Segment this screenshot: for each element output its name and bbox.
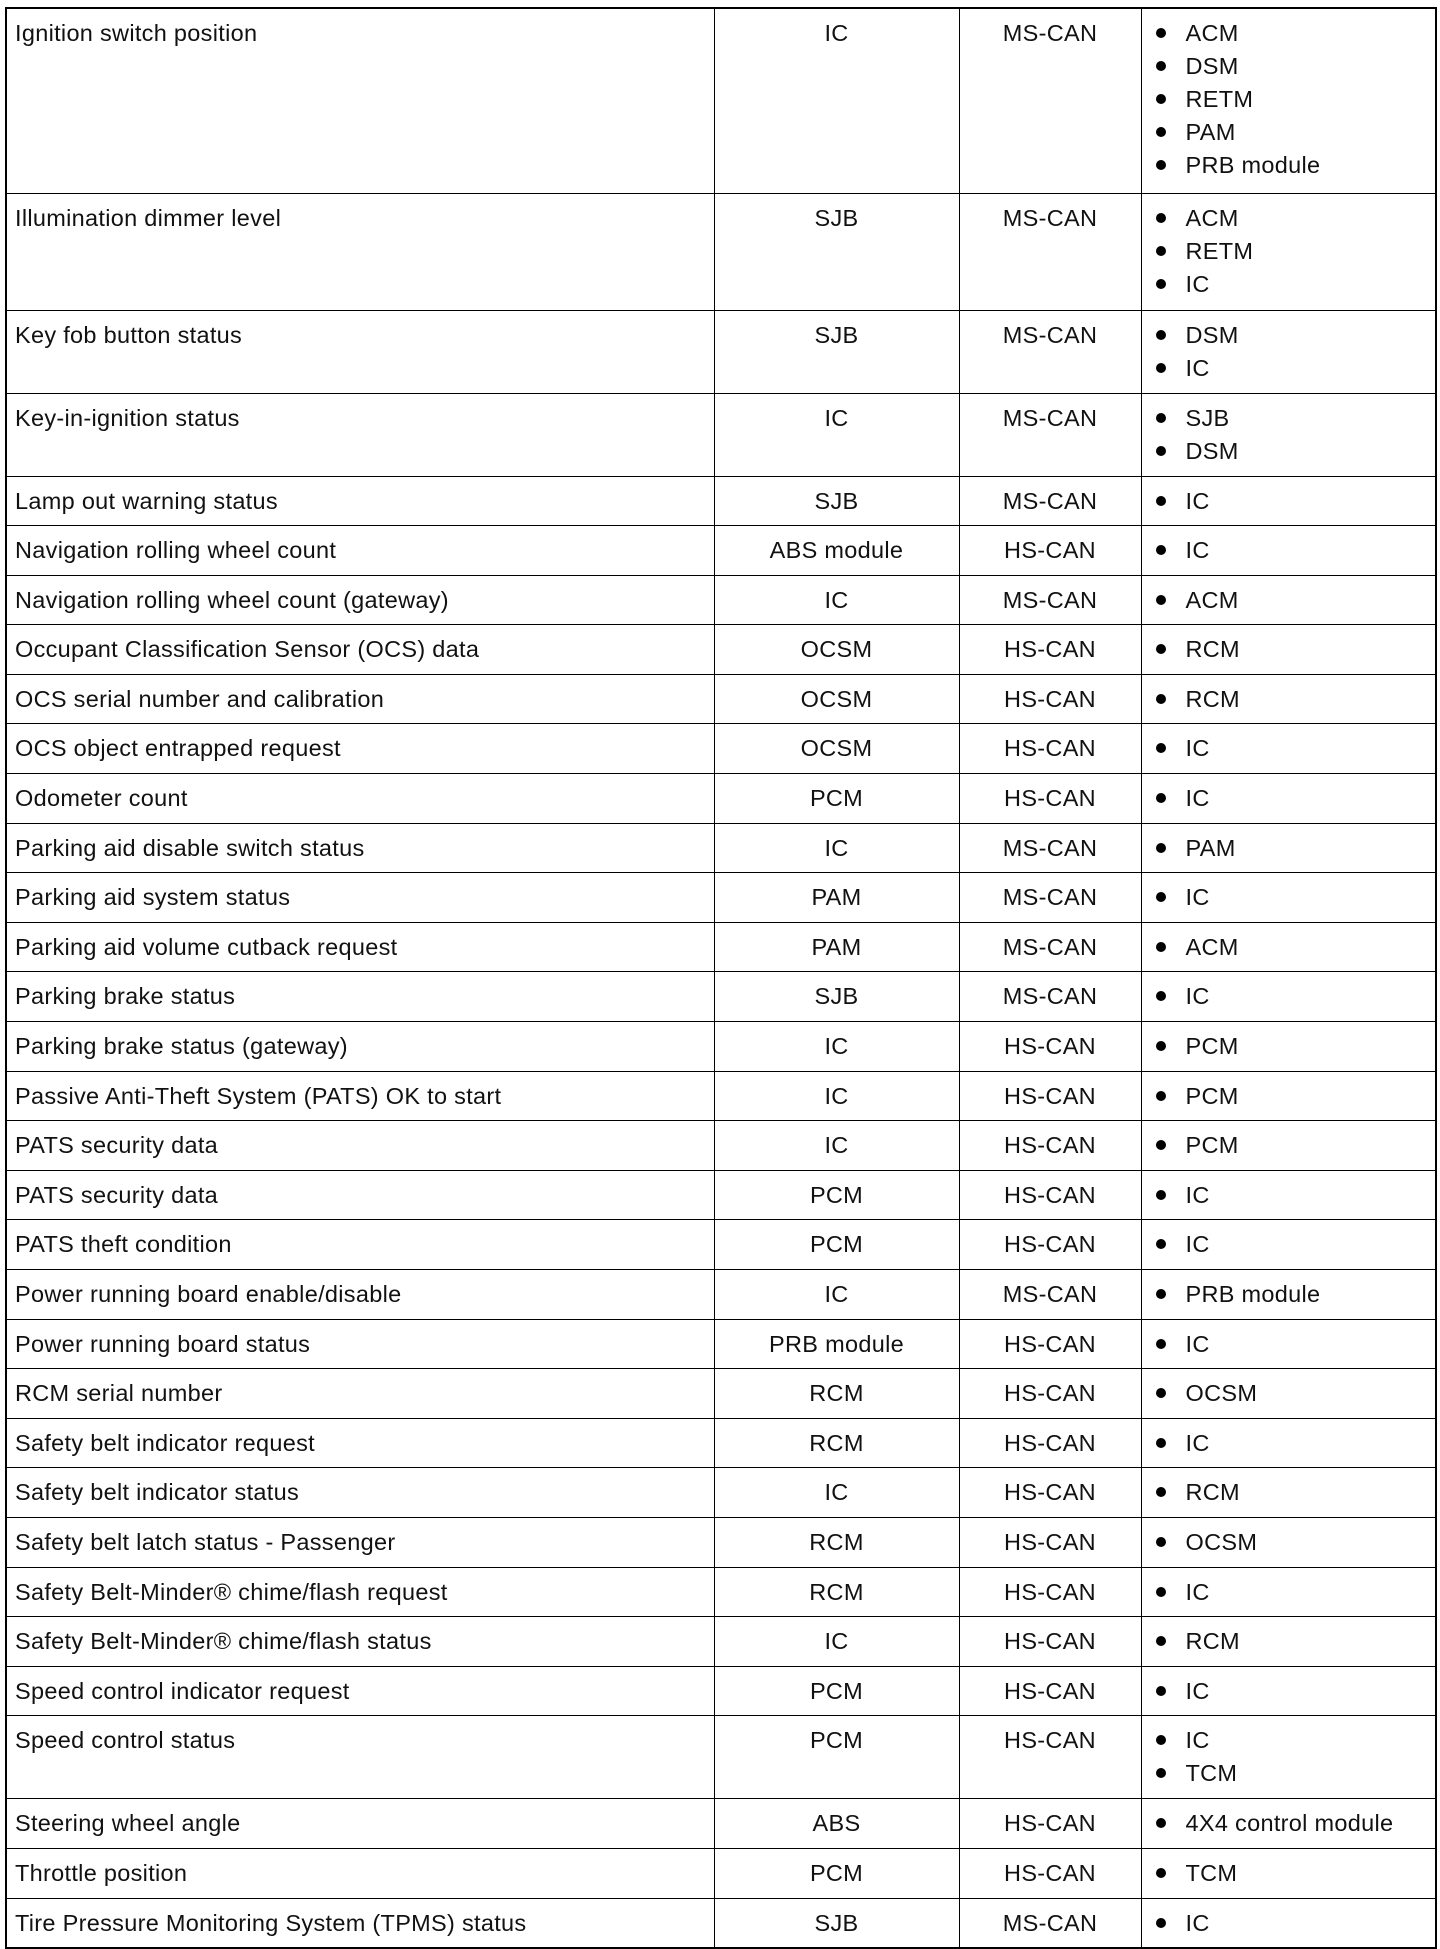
receivers-cell: [1141, 1617, 1436, 1667]
receiver-list: [1150, 1857, 1428, 1890]
receiver-list: [1150, 980, 1428, 1013]
network-cell: HS-CAN: [959, 1170, 1141, 1220]
receiver-item: RCM: [1150, 1625, 1428, 1658]
receivers-cell: [1141, 674, 1436, 724]
receiver-item: IC: [1150, 485, 1428, 518]
originator-cell: IC: [714, 1617, 959, 1667]
originator-cell: IC: [714, 1022, 959, 1072]
message-cell: Navigation rolling wheel count: [6, 526, 714, 576]
table-row: [6, 393, 1436, 476]
receiver-list: [1150, 1476, 1428, 1509]
receivers-cell: [1141, 1898, 1436, 1948]
originator-cell: PAM: [714, 922, 959, 972]
receiver-item: IC: [1150, 1228, 1428, 1261]
originator-cell: PCM: [714, 1220, 959, 1270]
receivers-cell: [1141, 922, 1436, 972]
receiver-item: IC: [1150, 1724, 1428, 1757]
receivers-cell: [1141, 1418, 1436, 1468]
receivers-cell: [1141, 1319, 1436, 1369]
originator-cell: ABS module: [714, 526, 959, 576]
originator-cell: SJB: [714, 476, 959, 526]
receivers-cell: [1141, 873, 1436, 923]
originator-cell: PAM: [714, 873, 959, 923]
originator-cell: OCSM: [714, 674, 959, 724]
table-row: [6, 873, 1436, 923]
message-cell: Parking aid system status: [6, 873, 714, 923]
receiver-item: DSM: [1150, 50, 1428, 83]
message-cell: Safety Belt-Minder® chime/flash request: [6, 1567, 714, 1617]
message-cell: RCM serial number: [6, 1369, 714, 1419]
network-cell: MS-CAN: [959, 575, 1141, 625]
message-cell: Ignition switch position: [6, 8, 714, 193]
message-cell: Safety belt indicator status: [6, 1468, 714, 1518]
message-cell: Safety Belt-Minder® chime/flash status: [6, 1617, 714, 1667]
network-cell: HS-CAN: [959, 1617, 1141, 1667]
receivers-cell: [1141, 575, 1436, 625]
network-cell: MS-CAN: [959, 310, 1141, 393]
message-cell: Navigation rolling wheel count (gateway): [6, 575, 714, 625]
message-cell: OCS serial number and calibration: [6, 674, 714, 724]
receiver-item: ACM: [1150, 17, 1428, 50]
message-cell: Safety belt latch status - Passenger: [6, 1517, 714, 1567]
originator-cell: OCSM: [714, 625, 959, 675]
message-cell: PATS security data: [6, 1170, 714, 1220]
table-row: [6, 1121, 1436, 1171]
receivers-cell: [1141, 1022, 1436, 1072]
receiver-list: [1150, 633, 1428, 666]
network-cell: HS-CAN: [959, 625, 1141, 675]
receiver-item: OCSM: [1150, 1526, 1428, 1559]
originator-cell: RCM: [714, 1418, 959, 1468]
receiver-list: [1150, 782, 1428, 815]
table-row: [6, 1418, 1436, 1468]
receiver-list: [1150, 1427, 1428, 1460]
table-row: [6, 1517, 1436, 1567]
table-row: [6, 774, 1436, 824]
table-row: [6, 1220, 1436, 1270]
network-cell: HS-CAN: [959, 1468, 1141, 1518]
receivers-cell: [1141, 1799, 1436, 1849]
receiver-item: IC: [1150, 1675, 1428, 1708]
originator-cell: PCM: [714, 774, 959, 824]
receiver-item: TCM: [1150, 1757, 1428, 1790]
message-cell: Parking brake status: [6, 972, 714, 1022]
receiver-list: [1150, 1030, 1428, 1063]
receivers-cell: [1141, 972, 1436, 1022]
receiver-item: IC: [1150, 534, 1428, 567]
receiver-item: PCM: [1150, 1129, 1428, 1162]
network-cell: HS-CAN: [959, 1319, 1141, 1369]
message-cell: PATS theft condition: [6, 1220, 714, 1270]
receiver-item: OCSM: [1150, 1377, 1428, 1410]
receiver-list: [1150, 1675, 1428, 1708]
receiver-list: [1150, 319, 1428, 385]
network-cell: MS-CAN: [959, 393, 1141, 476]
receivers-cell: [1141, 1468, 1436, 1518]
receiver-item: IC: [1150, 782, 1428, 815]
network-cell: MS-CAN: [959, 8, 1141, 193]
receiver-item: ACM: [1150, 202, 1428, 235]
receiver-item: PCM: [1150, 1030, 1428, 1063]
receivers-cell: [1141, 476, 1436, 526]
table-row: [6, 1716, 1436, 1799]
network-cell: HS-CAN: [959, 1716, 1141, 1799]
receiver-list: [1150, 1377, 1428, 1410]
originator-cell: ABS: [714, 1799, 959, 1849]
table-row: [6, 1071, 1436, 1121]
receiver-item: RETM: [1150, 235, 1428, 268]
network-cell: HS-CAN: [959, 1022, 1141, 1072]
originator-cell: IC: [714, 823, 959, 873]
receivers-cell: [1141, 1071, 1436, 1121]
receiver-item: PRB module: [1150, 1278, 1428, 1311]
receivers-cell: [1141, 625, 1436, 675]
table-row: [6, 1270, 1436, 1320]
message-cell: Lamp out warning status: [6, 476, 714, 526]
receiver-list: [1150, 931, 1428, 964]
network-cell: HS-CAN: [959, 1369, 1141, 1419]
receiver-item: ACM: [1150, 584, 1428, 617]
message-cell: OCS object entrapped request: [6, 724, 714, 774]
receivers-cell: [1141, 1220, 1436, 1270]
originator-cell: OCSM: [714, 724, 959, 774]
receiver-item: IC: [1150, 268, 1428, 301]
receiver-list: [1150, 881, 1428, 914]
receiver-item: RCM: [1150, 683, 1428, 716]
network-cell: HS-CAN: [959, 774, 1141, 824]
network-cell: HS-CAN: [959, 724, 1141, 774]
receiver-item: PAM: [1150, 832, 1428, 865]
receiver-item: RCM: [1150, 1476, 1428, 1509]
table-row: [6, 526, 1436, 576]
receiver-list: [1150, 732, 1428, 765]
network-cell: HS-CAN: [959, 1848, 1141, 1898]
receiver-list: [1150, 1907, 1428, 1940]
originator-cell: RCM: [714, 1517, 959, 1567]
network-cell: HS-CAN: [959, 526, 1141, 576]
table-row: [6, 922, 1436, 972]
message-cell: Occupant Classification Sensor (OCS) data: [6, 625, 714, 675]
message-cell: Speed control indicator request: [6, 1666, 714, 1716]
receiver-list: [1150, 1576, 1428, 1609]
receiver-item: IC: [1150, 1427, 1428, 1460]
table-row: [6, 1369, 1436, 1419]
receivers-cell: [1141, 724, 1436, 774]
receiver-list: [1150, 402, 1428, 468]
table-row: [6, 1319, 1436, 1369]
table-row: [6, 1898, 1436, 1948]
receivers-cell: [1141, 823, 1436, 873]
message-cell: Illumination dimmer level: [6, 193, 714, 310]
receiver-item: RETM: [1150, 83, 1428, 116]
receiver-list: [1150, 1526, 1428, 1559]
receiver-item: RCM: [1150, 633, 1428, 666]
receivers-cell: [1141, 310, 1436, 393]
table-row: [6, 476, 1436, 526]
receiver-list: [1150, 1625, 1428, 1658]
receivers-cell: [1141, 8, 1436, 193]
receiver-list: [1150, 832, 1428, 865]
network-cell: HS-CAN: [959, 1517, 1141, 1567]
network-cell: HS-CAN: [959, 1418, 1141, 1468]
network-cell: HS-CAN: [959, 1220, 1141, 1270]
receivers-cell: [1141, 1666, 1436, 1716]
receivers-cell: [1141, 1848, 1436, 1898]
receivers-cell: [1141, 1121, 1436, 1171]
table-row: [6, 823, 1436, 873]
network-cell: HS-CAN: [959, 1666, 1141, 1716]
originator-cell: IC: [714, 1468, 959, 1518]
receiver-list: [1150, 1278, 1428, 1311]
network-cell: MS-CAN: [959, 922, 1141, 972]
table-row: [6, 1666, 1436, 1716]
receiver-list: [1150, 1807, 1428, 1840]
receiver-item: IC: [1150, 1907, 1428, 1940]
receiver-item: 4X4 control module: [1150, 1807, 1428, 1840]
originator-cell: PRB module: [714, 1319, 959, 1369]
message-cell: Parking aid volume cutback request: [6, 922, 714, 972]
originator-cell: PCM: [714, 1716, 959, 1799]
table-row: [6, 1170, 1436, 1220]
receiver-list: [1150, 584, 1428, 617]
receiver-item: IC: [1150, 732, 1428, 765]
originator-cell: IC: [714, 1121, 959, 1171]
originator-cell: IC: [714, 575, 959, 625]
receiver-item: IC: [1150, 1179, 1428, 1212]
originator-cell: PCM: [714, 1170, 959, 1220]
receiver-item: DSM: [1150, 435, 1428, 468]
network-cell: MS-CAN: [959, 873, 1141, 923]
receiver-item: PCM: [1150, 1080, 1428, 1113]
receivers-cell: [1141, 1369, 1436, 1419]
receivers-cell: [1141, 1716, 1436, 1799]
table-row: [6, 310, 1436, 393]
table-row: [6, 1848, 1436, 1898]
receiver-list: [1150, 1228, 1428, 1261]
receiver-list: [1150, 202, 1428, 301]
network-cell: HS-CAN: [959, 674, 1141, 724]
receiver-list: [1150, 683, 1428, 716]
table-row: [6, 8, 1436, 193]
originator-cell: PCM: [714, 1666, 959, 1716]
receiver-item: PAM: [1150, 116, 1428, 149]
receiver-list: [1150, 534, 1428, 567]
receiver-list: [1150, 485, 1428, 518]
originator-cell: SJB: [714, 972, 959, 1022]
receiver-item: IC: [1150, 881, 1428, 914]
receivers-cell: [1141, 774, 1436, 824]
table-row: [6, 193, 1436, 310]
message-cell: Power running board enable/disable: [6, 1270, 714, 1320]
network-cell: HS-CAN: [959, 1121, 1141, 1171]
receiver-item: TCM: [1150, 1857, 1428, 1890]
network-cell: HS-CAN: [959, 1567, 1141, 1617]
message-cell: Parking brake status (gateway): [6, 1022, 714, 1072]
receiver-list: [1150, 1179, 1428, 1212]
receiver-list: [1150, 17, 1428, 182]
table-row: [6, 1468, 1436, 1518]
receiver-item: SJB: [1150, 402, 1428, 435]
receiver-list: [1150, 1080, 1428, 1113]
table-body: [6, 8, 1436, 1948]
originator-cell: PCM: [714, 1848, 959, 1898]
table-row: [6, 1617, 1436, 1667]
table-row: [6, 674, 1436, 724]
receivers-cell: [1141, 1270, 1436, 1320]
table-row: [6, 575, 1436, 625]
message-cell: PATS security data: [6, 1121, 714, 1171]
receivers-cell: [1141, 1170, 1436, 1220]
receivers-cell: [1141, 1567, 1436, 1617]
network-cell: MS-CAN: [959, 1898, 1141, 1948]
receiver-list: [1150, 1129, 1428, 1162]
receiver-item: DSM: [1150, 319, 1428, 352]
network-cell: HS-CAN: [959, 1071, 1141, 1121]
message-cell: Throttle position: [6, 1848, 714, 1898]
receivers-cell: [1141, 393, 1436, 476]
originator-cell: IC: [714, 1270, 959, 1320]
network-cell: MS-CAN: [959, 1270, 1141, 1320]
receivers-cell: [1141, 193, 1436, 310]
table-row: [6, 1567, 1436, 1617]
network-cell: MS-CAN: [959, 193, 1141, 310]
receivers-cell: [1141, 526, 1436, 576]
receiver-item: IC: [1150, 352, 1428, 385]
receiver-list: [1150, 1724, 1428, 1790]
table-row: [6, 625, 1436, 675]
table-row: [6, 972, 1436, 1022]
receiver-item: IC: [1150, 1576, 1428, 1609]
network-cell: MS-CAN: [959, 972, 1141, 1022]
table-row: [6, 724, 1436, 774]
table-row: [6, 1022, 1436, 1072]
message-cell: Passive Anti-Theft System (PATS) OK to start: [6, 1071, 714, 1121]
network-message-table: [5, 7, 1437, 1949]
message-cell: Steering wheel angle: [6, 1799, 714, 1849]
message-cell: Odometer count: [6, 774, 714, 824]
originator-cell: RCM: [714, 1567, 959, 1617]
network-cell: MS-CAN: [959, 476, 1141, 526]
originator-cell: IC: [714, 393, 959, 476]
receiver-item: IC: [1150, 980, 1428, 1013]
message-cell: Key-in-ignition status: [6, 393, 714, 476]
message-cell: Power running board status: [6, 1319, 714, 1369]
message-cell: Tire Pressure Monitoring System (TPMS) status: [6, 1898, 714, 1948]
originator-cell: SJB: [714, 310, 959, 393]
message-cell: Speed control status: [6, 1716, 714, 1799]
message-cell: Safety belt indicator request: [6, 1418, 714, 1468]
receiver-item: PRB module: [1150, 149, 1428, 182]
originator-cell: IC: [714, 1071, 959, 1121]
network-cell: HS-CAN: [959, 1799, 1141, 1849]
message-cell: Parking aid disable switch status: [6, 823, 714, 873]
originator-cell: RCM: [714, 1369, 959, 1419]
receivers-cell: [1141, 1517, 1436, 1567]
table-row: [6, 1799, 1436, 1849]
receiver-item: ACM: [1150, 931, 1428, 964]
originator-cell: SJB: [714, 193, 959, 310]
receiver-item: IC: [1150, 1328, 1428, 1361]
originator-cell: IC: [714, 8, 959, 193]
originator-cell: SJB: [714, 1898, 959, 1948]
receiver-list: [1150, 1328, 1428, 1361]
message-cell: Key fob button status: [6, 310, 714, 393]
network-cell: MS-CAN: [959, 823, 1141, 873]
